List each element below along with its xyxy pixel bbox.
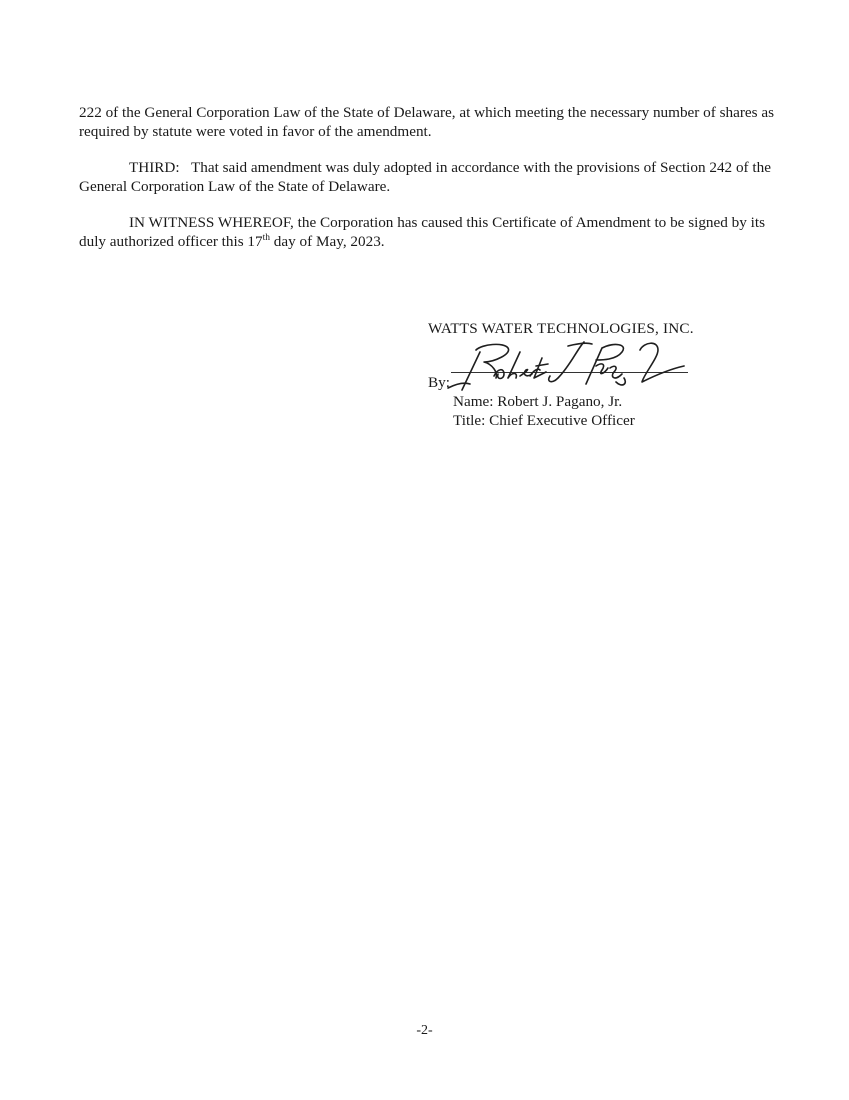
signatory-name: Name: Robert J. Pagano, Jr.	[453, 393, 623, 410]
ordinal-suffix: th	[262, 233, 270, 243]
paragraph-witness-text: IN WITNESS WHEREOF, the Corporation has caused this Certificate of Amendment to be signed by its duly authorized officer this 17	[79, 214, 765, 250]
company-name: WATTS WATER TECHNOLOGIES, INC.	[428, 320, 694, 337]
paragraph-continuation: 222 of the General Corporation Law of the State of Delaware, at which meeting the necessary number of shares as required by statute were voted in favor of the amendment.	[79, 104, 774, 140]
signature-block	[428, 319, 758, 391]
paragraph-third-lead: THIRD:	[129, 159, 180, 176]
paragraph-witness	[79, 213, 779, 251]
page-number: -2-	[416, 1023, 433, 1038]
by-label: By:	[428, 374, 450, 391]
signatory-title: Title: Chief Executive Officer	[453, 412, 635, 429]
paragraph-witness-date: day of May, 2023.	[270, 233, 385, 250]
paragraph-third	[79, 158, 779, 196]
paragraph-third-text: That said amendment was duly adopted in accordance with the provisions of Section 242 of the General Corporation Law of the State of Delaware.	[79, 159, 771, 195]
